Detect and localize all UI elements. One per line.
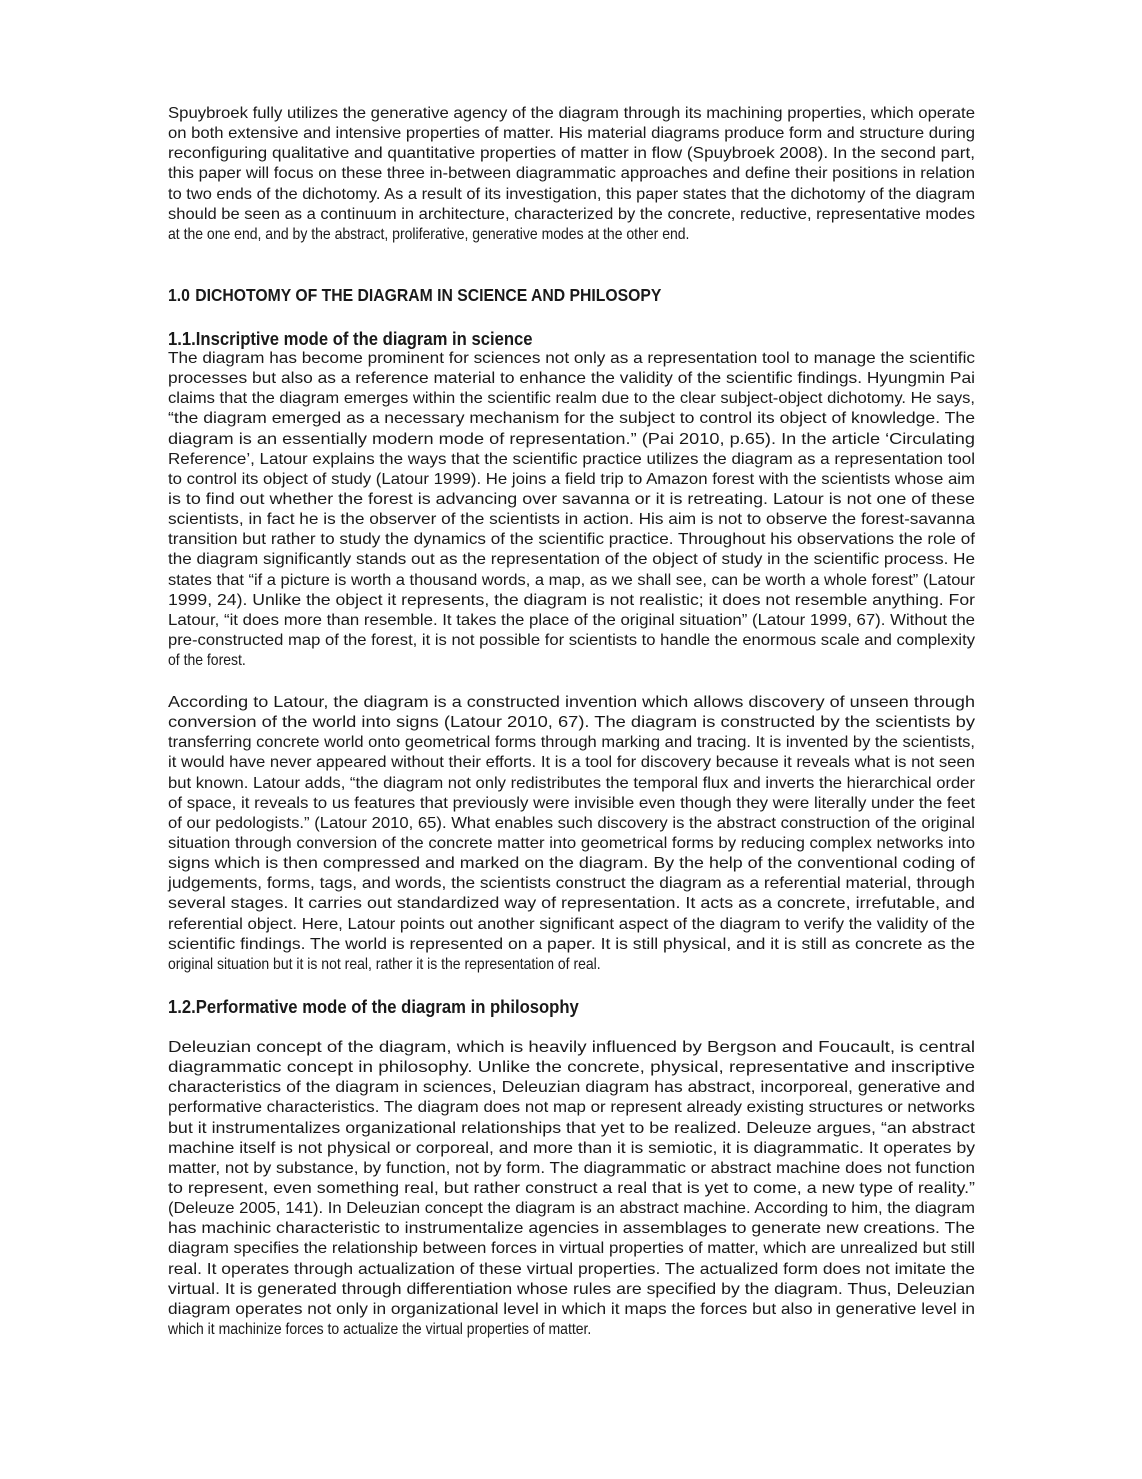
text-line: diagrammatic concept in philosophy. Unlike the concrete, physical, representative and inscriptive — [168, 1059, 975, 1077]
text-line: real. It operates through actualization of these virtual properties. The actualized form does not imitate the — [168, 1260, 976, 1278]
text-line: to two ends of the dichotomy. As a result of its investigation, this paper states that the dichotomy of the diagram — [168, 185, 976, 203]
section-heading — [168, 285, 661, 306]
text-line: signs which is then compressed and marked on the diagram. By the help of the conventional coding of — [168, 855, 975, 873]
text-line: to represent, even something real, but rather construct a real that is yet to come, a new type of reality.” — [168, 1179, 975, 1197]
text-line: several stages. It carries out standardized way of representation. It acts as a concrete, irrefutable, and — [168, 895, 975, 913]
text-line: states that “if a picture is worth a thousand words, a map, as we shall see, can be worth a whole forest” (Latour — [168, 571, 975, 589]
text-line: of the forest. — [168, 652, 246, 670]
text-line: but it instrumentalizes organizational relationships that yet to be realized. Deleuze argues, “an abstract — [168, 1119, 975, 1137]
text-line: claims that the diagram emerges within the scientific realm due to the clear subject-object dichotomy. He says, — [168, 390, 976, 408]
text-line: Deleuzian concept of the diagram, which is heavily influenced by Bergson and Foucault, is central — [168, 1039, 975, 1056]
subsection-number: 1.1. — [168, 328, 196, 349]
text-line: processes but also as a reference material to enhance the validity of the scientific findings. Hyungmin Pai — [168, 370, 975, 388]
text-line: According to Latour, the diagram is a constructed invention which allows discovery of unseen through — [168, 694, 976, 711]
text-line: characteristics of the diagram in sciences, Deleuzian diagram has abstract, incorporeal, generative and — [168, 1079, 975, 1097]
text-line: matter, not by substance, by function, not by form. The diagrammatic or abstract machine does not function — [168, 1159, 975, 1177]
section-title: DICHOTOMY OF THE DIAGRAM IN SCIENCE AND PHILOSOPY — [195, 285, 662, 305]
subsection-title: Performative mode of the diagram in philosophy — [195, 996, 579, 1017]
subsection-heading-1-1 — [168, 328, 533, 350]
text-line: The diagram has become prominent for sciences not only as a representation tool to manage the scientific — [168, 350, 975, 367]
text-line: referential object. Here, Latour points out another significant aspect of the diagram to verify the validity of the — [168, 915, 975, 933]
text-line: has machinic characteristic to instrumentalize agencies in assemblages to generate new creations. The — [168, 1220, 975, 1238]
text-line: on both extensive and intensive properties of matter. His material diagrams produce form and structure during — [168, 125, 976, 143]
subsection-number: 1.2. — [168, 996, 196, 1017]
text-line: Latour, “it does more than resemble. It takes the place of the original situation” (Latour 1999, 67). Without the — [168, 611, 975, 629]
text-line: (Deleuze 2005, 141). In Deleuzian concept the diagram is an abstract machine. According to him, the diagram — [168, 1200, 975, 1218]
text-line: pre-constructed map of the forest, it is not possible for scientists to handle the enormous scale and complexity — [168, 631, 975, 649]
section-number: 1.0 — [168, 285, 190, 305]
text-line: it would have never appeared without their efforts. It is a tool for discovery because it reveals what is not seen — [168, 754, 976, 772]
text-line: of our pedologists.” (Latour 2010, 65). What enables such discovery is the abstract construction of the original — [168, 814, 975, 832]
text-line: at the one end, and by the abstract, proliferative, generative modes at the other end. — [168, 225, 690, 243]
paragraph-performative — [168, 1038, 975, 1340]
text-line: 1999, 24). Unlike the object it represents, the diagram is not realistic; it does not resemble anything. For — [168, 591, 975, 609]
text-line: scientists, in fact he is the observer of the scientists in action. His aim is not to observe the forest-savanna — [168, 511, 975, 529]
text-line: reconfiguring qualitative and quantitative properties of matter in flow (Spuybroek 2008). In the second part, — [168, 145, 975, 163]
subsection-heading-1-2 — [168, 996, 579, 1018]
text-line: virtual. It is generated through differentiation whose rules are specified by the diagram. Thus, Deleuzian — [168, 1280, 975, 1298]
text-line: “the diagram emerged as a necessary mechanism for the subject to control its object of knowledge. The — [168, 410, 975, 428]
text-line: original situation but it is not real, rather it is the representation of real. — [168, 955, 601, 973]
text-line: to control its object of study (Latour 1999). He joins a field trip to Amazon forest with the scientists whose aim — [168, 470, 975, 488]
text-line: diagram is an essentially modern mode of representation.” (Pai 2010, p.65). In the article ‘Circulating — [168, 430, 975, 448]
paragraph-inscriptive-2 — [168, 693, 975, 975]
text-line: transition but rather to study the dynamics of the scientific practice. Throughout his observations the role of — [168, 531, 975, 549]
text-line: machine itself is not physical or corporeal, and more than it is semiotic, it is diagrammatic. It operates by — [168, 1139, 975, 1157]
text-line: transferring concrete world onto geometrical forms through marking and tracing. It is invented by the scientists, — [168, 734, 975, 752]
text-line: should be seen as a continuum in architecture, characterized by the concrete, reductive, representative modes — [168, 205, 975, 223]
text-line: diagram specifies the relationship between forces in virtual properties of matter, which are unrealized but still — [168, 1240, 976, 1258]
text-line: the diagram significantly stands out as the representation of the object of study in the scientific process. He — [168, 551, 975, 569]
subsection-title: Inscriptive mode of the diagram in science — [195, 328, 533, 349]
text-line: of space, it reveals to us features that previously were invisible even though they were literally under the feet — [168, 794, 976, 812]
text-line: this paper will focus on these three in-between diagrammatic approaches and define their positions in relation — [168, 165, 975, 183]
text-line: which it machinize forces to actualize the virtual properties of matter. — [168, 1320, 592, 1338]
text-line: judgements, forms, tags, and words, the scientists construct the diagram as a referential material, through — [168, 875, 976, 893]
text-line: situation through conversion of the concrete matter into geometrical forms by reducing complex networks into — [168, 834, 976, 852]
paragraph-intro — [168, 104, 975, 245]
text-line: but known. Latour adds, “the diagram not only redistributes the temporal flux and inverts the hierarchical order — [168, 774, 975, 792]
text-line: scientific findings. The world is represented on a paper. It is still physical, and it is still as concrete as the — [168, 935, 975, 953]
text-line: Reference’, Latour explains the ways that the scientific practice utilizes the diagram as a representation tool — [168, 450, 975, 468]
text-line: conversion of the world into signs (Latour 2010, 67). The diagram is constructed by the scientists by — [168, 714, 976, 732]
text-line: performative characteristics. The diagram does not map or represent already existing structures or networks — [168, 1099, 975, 1117]
text-line: diagram operates not only in organizational level in which it maps the forces but also in generative level in — [168, 1300, 976, 1318]
text-line: is to find out whether the forest is advancing over savanna or it is retreating. Latour is not one of these — [168, 490, 975, 508]
paragraph-inscriptive-1 — [168, 349, 975, 671]
text-line: Spuybroek fully utilizes the generative agency of the diagram through its machining properties, which operate — [168, 105, 976, 122]
